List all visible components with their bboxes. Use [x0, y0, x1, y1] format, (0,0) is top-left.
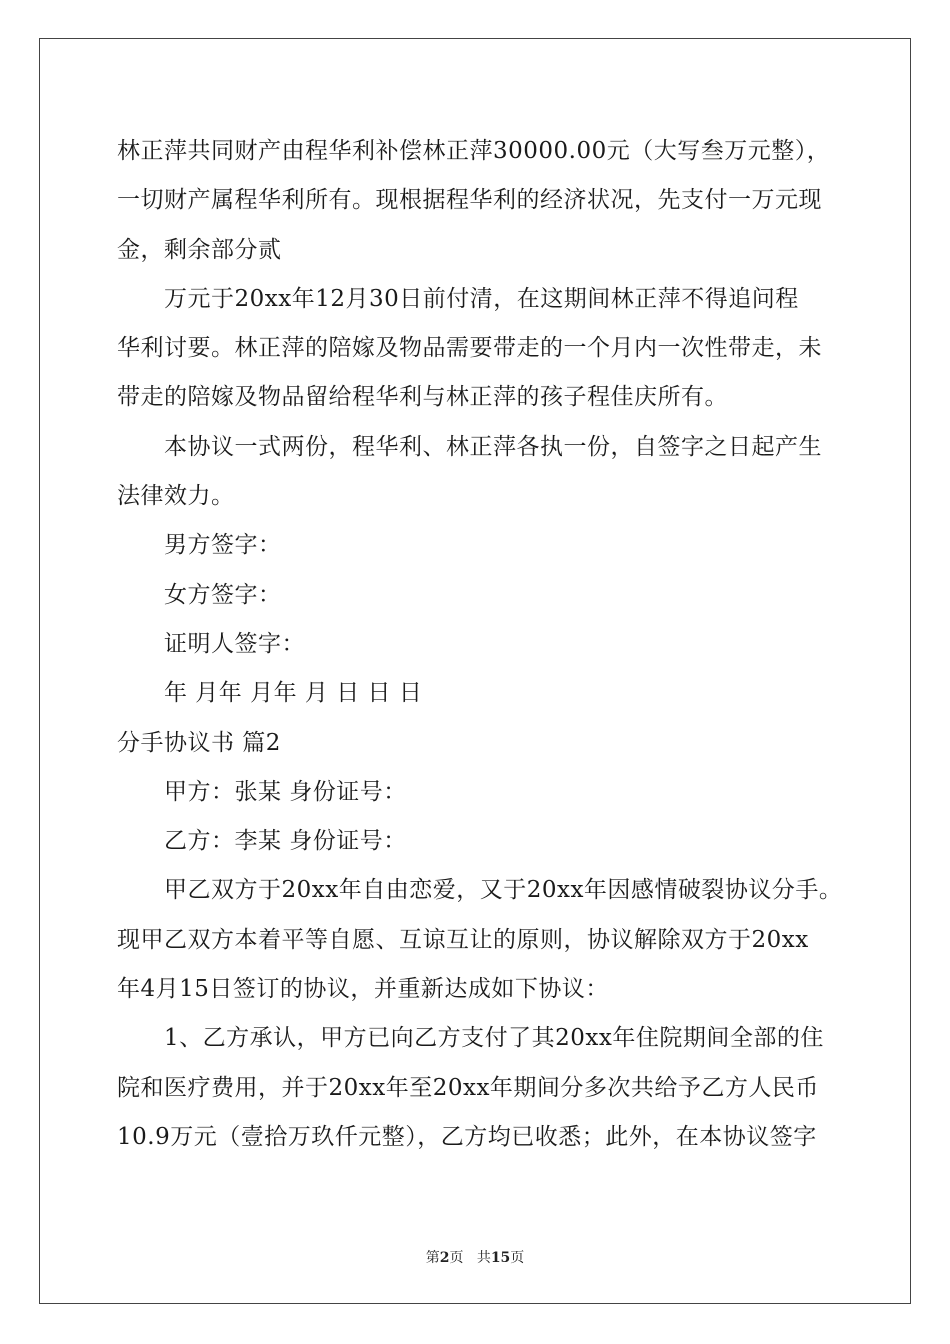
text-line: 金，剩余部分贰: [117, 236, 282, 263]
footer-total-prefix: 共: [476, 1250, 491, 1266]
text-line: 男方签字：: [164, 532, 282, 559]
document-body: [117, 127, 843, 1162]
text-line: 院和医疗费用，并于20xx年至20xx年期间分多次共给予乙方人民币: [117, 1074, 819, 1101]
footer-total-pages: 15: [490, 1250, 511, 1266]
text-line: 一切财产属程华利所有。现根据程华利的经济状况，先支付一万元现: [117, 187, 822, 214]
text-line: 证明人签字：: [164, 630, 305, 657]
text-line: 法律效力。: [117, 483, 235, 510]
footer-page-prefix: 第: [425, 1250, 440, 1266]
text-line: 年 月年 月年 月 日 日 日: [164, 680, 423, 707]
page-footer: [0, 1247, 950, 1267]
text-line: 10.9万元（壹拾万玖仟元整），乙方均已收悉；此外，在本协议签字: [117, 1123, 817, 1150]
text-line: 女方签字：: [164, 581, 282, 608]
text-line: 华利讨要。林正萍的陪嫁及物品需要带走的一个月内一次性带走，未: [117, 335, 822, 362]
footer-page-number: 2: [439, 1250, 450, 1266]
text-line: 现甲乙双方本着平等自愿、互谅互让的原则，协议解除双方于20xx: [117, 926, 809, 953]
text-line: 1、乙方承认，甲方已向乙方支付了其20xx年住院期间全部的住: [164, 1025, 824, 1052]
text-line: 甲乙双方于20xx年自由恋爱，又于20xx年因感情破裂协议分手。: [164, 877, 843, 904]
text-line: 带走的陪嫁及物品留给程华利与林正萍的孩子程佳庆所有。: [117, 384, 728, 411]
text-line: 万元于20xx年12月30日前付清，在这期间林正萍不得追问程: [164, 285, 799, 312]
footer-total-suffix: 页: [510, 1250, 525, 1266]
text-line: 分手协议书 篇2: [117, 729, 281, 756]
text-line: 林正萍共同财产由程华利补偿林正萍30000.00元（大写叁万元整），: [117, 138, 831, 164]
text-line: 年4月15日签订的协议，并重新达成如下协议：: [117, 976, 609, 1003]
text-line: 本协议一式两份，程华利、林正萍各执一份，自签字之日起产生: [164, 433, 822, 460]
footer-page-suffix: 页: [449, 1250, 464, 1266]
text-line: 乙方：李某 身份证号：: [164, 828, 407, 855]
text-line: 甲方：张某 身份证号：: [164, 778, 407, 805]
